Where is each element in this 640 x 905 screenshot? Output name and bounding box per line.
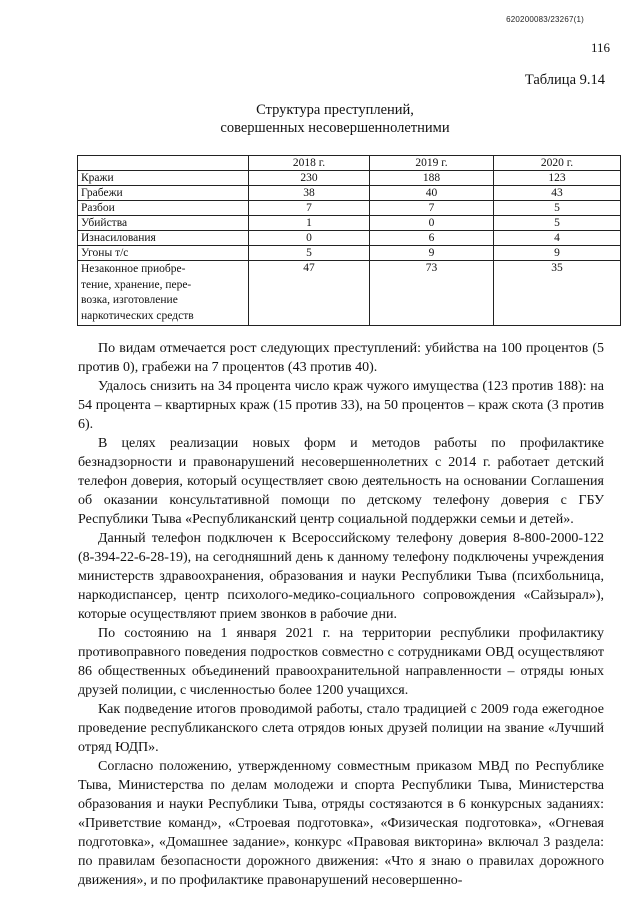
cell-2020: 35 [494,261,621,326]
header-cell-2018: 2018 г. [249,156,370,171]
row-label: Угоны т/с [78,246,249,261]
cell-2020: 9 [494,246,621,261]
table-title-line-1: Структура преступлений, [256,102,414,118]
table-row [78,186,621,201]
cell-2018: 1 [249,216,370,231]
cell-2020: 4 [494,231,621,246]
document-id: 620200083/23267(1) [506,15,584,24]
cell-2020: 5 [494,201,621,216]
paragraph: Удалось снизить на 34 процента число краж чужого имущества (123 против 188): на 54 процента – квартирных краж (15 против 33), на 50 процентов – краж скота (3 против 6). [78,379,604,432]
cell-2018: 230 [249,171,370,186]
cell-2018: 0 [249,231,370,246]
row-label-line: тение, хранение, пере- [81,278,192,291]
cell-2018: 47 [249,261,370,326]
table-number: Таблица 9.14 [524,72,605,88]
cell-2018: 38 [249,186,370,201]
row-label: Кражи [78,171,249,186]
row-label: Изнасилования [78,231,249,246]
table-row [78,171,621,186]
table-row [78,261,621,326]
cell-2019: 188 [370,171,494,186]
paragraph: Данный телефон подключен к Всероссийскому телефону доверия 8-800-2000-122 (8-394-22-6-28-19), на сегодняшний день к данному телефону подключены учреждения министерств здравоохранения, образования и науки Республики Тыва (психбольница, наркодиспансер, центр психолого-медико-социального сопровождения «Сайзырал»), которые осуществляют прием звонков в рабочие дни. [78,531,604,622]
cell-2019: 0 [370,216,494,231]
cell-2020: 123 [494,171,621,186]
cell-2020: 43 [494,186,621,201]
paragraph: Согласно положению, утвержденному совместным приказом МВД по Республике Тыва, Министерства по делам молодежи и спорта Республики Тыва, Министерства образования и науки Республики Тыва, отряды состязаются в 6 конкурсных заданиях: «Приветствие команд», «Строевая подготовка», «Физическая подготовка», «Огневая подготовка», «Домашнее задание», конкурс «Правовая викторина» включал 3 раздела: по правилам безопасности дорожного движения: «Что я знаю о правилах дорожного движения», и по профилактике правонарушений несовершенно- [78,759,604,888]
cell-2019: 73 [370,261,494,326]
cell-2020: 5 [494,216,621,231]
table-title [70,101,600,137]
table-title-line-2: совершенных несовершеннолетними [220,120,450,136]
cell-2018: 5 [249,246,370,261]
cell-2019: 40 [370,186,494,201]
paragraph: По видам отмечается рост следующих преступлений: убийства на 100 процентов (5 против 0), грабежи на 7 процентов (43 против 40). [78,341,604,375]
page-number: 116 [590,40,610,55]
table-header-row [78,156,621,171]
cell-2018: 7 [249,201,370,216]
row-label: Убийства [78,216,249,231]
table-row [78,246,621,261]
cell-2019: 9 [370,246,494,261]
header-cell-2020: 2020 г. [494,156,621,171]
row-label: Разбои [78,201,249,216]
row-label: Грабежи [78,186,249,201]
paragraph: В целях реализации новых форм и методов работы по профилактике безнадзорности и правонарушений несовершеннолетних с 2014 г. работает детский телефон доверия, который осуществляет свою деятельность на основании Соглашения об оказании консультативной помощи по детскому телефону доверия с ГБУ Республики Тыва «Республиканский центр социальной поддержки семьи и детей». [78,436,604,527]
table-row [78,216,621,231]
paragraph: Как подведение итогов проводимой работы, стало традицией с 2009 года ежегодное проведение республиканского слета отрядов юных друзей полиции на звание «Лучший отряд ЮДП». [78,702,604,755]
table-row [78,231,621,246]
row-label-line: наркотических средств [81,309,194,322]
crime-structure-table [77,155,621,326]
cell-2019: 6 [370,231,494,246]
header-cell-2019: 2019 г. [370,156,494,171]
paragraph: По состоянию на 1 января 2021 г. на территории республики профилактику противоправного поведения подростков совместно с сотрудниками ОВД осуществляют 86 общественных объединений правоохранительной направленности – отряды юных друзей полиции, с численностью более 1200 учащихся. [78,626,604,698]
header-cell-empty [78,156,249,171]
body-text [78,339,604,890]
cell-2019: 7 [370,201,494,216]
row-label-line: Незаконное приобре- [81,263,186,275]
row-label-line: возка, изготовление [81,294,178,306]
row-label-multiline [78,261,249,326]
table-row [78,201,621,216]
